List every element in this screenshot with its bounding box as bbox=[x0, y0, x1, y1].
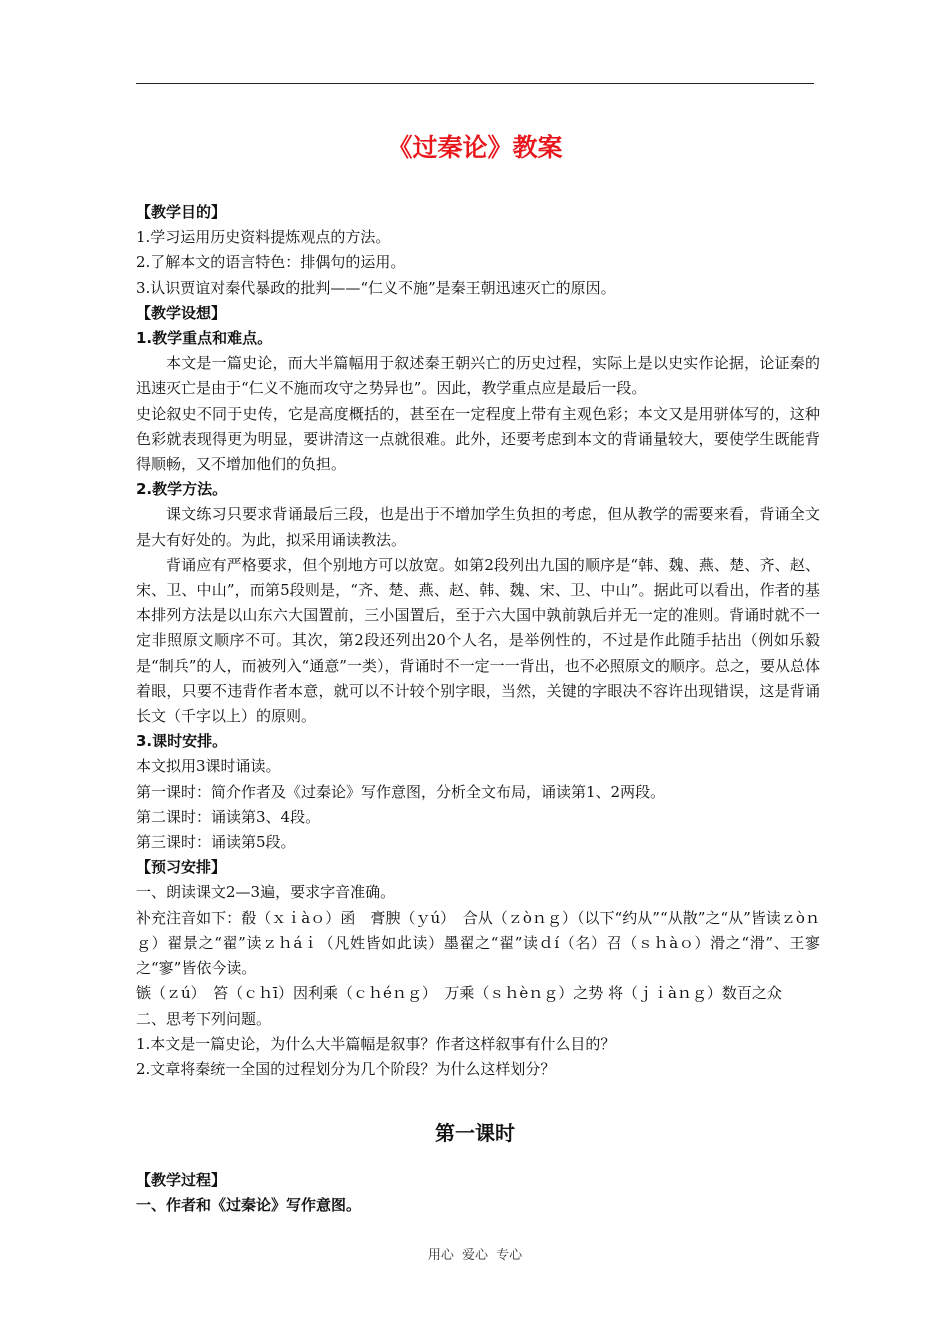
process-section bbox=[136, 1168, 820, 1218]
lesson-title: 第一课时 bbox=[435, 1121, 515, 1145]
design-subheading: 3.课时安排。 bbox=[136, 732, 228, 751]
process-item: 一、作者和《过秦论》写作意图。 bbox=[136, 1196, 362, 1215]
schedule-item: 第二课时：诵读第3、4段。 bbox=[136, 807, 321, 826]
document-body bbox=[136, 200, 820, 1082]
question-item: 2.文章将秦统一全国的过程划分为几个阶段？为什么这样划分？ bbox=[136, 1059, 556, 1078]
preview-item: 二、思考下列问题。 bbox=[136, 1009, 272, 1028]
paragraph: 本文是一篇史论，而大半篇幅用于叙述秦王朝兴亡的历史过程，实际上是以史实作论据，论证秦的迅速灭亡是由于“仁义不施而攻守之势异也”。因此，教学重点应是最后一段。 bbox=[136, 354, 820, 398]
header-rule bbox=[136, 83, 814, 84]
schedule-item: 第三课时：诵读第5段。 bbox=[136, 833, 296, 852]
design-heading: 【教学设想】 bbox=[136, 303, 227, 322]
paragraph: 史论叙史不同于史传，它是高度概括的，甚至在一定程度上带有主观色彩；本文又是用骈体写的，这种色彩就表现得更为明显，要讲清这一点就很难。此外，还要考虑到本文的背诵量较大，要使学生既能背得顺畅，又不增加他们的负担。 bbox=[136, 404, 820, 474]
process-heading: 【教学过程】 bbox=[136, 1171, 227, 1189]
schedule-item: 第一课时：简介作者及《过秦论》写作意图，分析全文布局，诵读第1、2两段。 bbox=[136, 782, 666, 801]
schedule-item: 本文拟用3课时诵读。 bbox=[136, 757, 281, 776]
preview-item: 一、朗读课文2—3遍，要求字音准确。 bbox=[136, 883, 396, 902]
question-item: 1.本文是一篇史论，为什么大半篇幅是叙事？作者这样叙事有什么目的？ bbox=[136, 1034, 616, 1053]
goal-item: 3.认识贾谊对秦代暴政的批判——“仁义不施”是秦王朝迅速灭亡的原因。 bbox=[136, 278, 616, 297]
design-subheading: 2.教学方法。 bbox=[136, 480, 228, 499]
document-title: 《过秦论》教案 bbox=[387, 133, 563, 162]
preview-heading: 【预习安排】 bbox=[136, 858, 227, 877]
goals-heading: 【教学目的】 bbox=[136, 203, 227, 221]
paragraph: 背诵应有严格要求，但个别地方可以放宽。如第2段列出九国的顺序是“韩、魏、燕、楚、齐、赵、宋、卫、中山”，而第5段则是，“齐、楚、燕、赵、韩、魏、宋、卫、中山”。据此可以看出，作者的基本排列方法是以山东六大国置前，三小国置后，至于六大国中孰前孰后并无一定的准则。背诵时就不一定非照原文顺序不可。其次，第2段还列出20个人名，是举例性的，不过是作此随手拈出（例如乐毅是“制兵”的人，而被列入“通意”一类），背诵时不一定一一背出，也不必照原文的顺序。总之，要从总体着眼，只要不违背作者本意，就可以不计较个别字眼，当然，关键的字眼决不容许出现错误，这是背诵长文（千字以上）的原则。 bbox=[136, 555, 820, 726]
pinyin-notes: 补充注音如下：殽（ｘｉàｏ）函 膏腴（ｙú） 合从（ｚòｎｇ）（以下“约从”“从散”之“从”皆读ｚòｎｇ）翟景之“翟”读ｚｈáｉ（凡姓皆如此读）墨翟之“翟”读ｄí（名）召（ｓｈàｏ）滑之“滑”、王寥之“寥”皆依今读。 bbox=[136, 908, 820, 978]
design-subheading: 1.教学重点和难点。 bbox=[136, 329, 273, 348]
pinyin-notes: 镞（ｚú） 笞（ｃｈī）因利乘（ｃｈéｎｇ） 万乘（ｓｈèｎｇ）之势 将（ｊｉàｎｇ）数百之众 bbox=[136, 984, 782, 1003]
paragraph: 课文练习只要求背诵最后三段，也是出于不增加学生负担的考虑，但从教学的需要来看，背诵全文是大有好处的。为此，拟采用诵读教法。 bbox=[136, 505, 820, 549]
page-footer: 用心 爱心 专心 bbox=[427, 1248, 523, 1263]
goal-item: 1.学习运用历史资料提炼观点的方法。 bbox=[136, 228, 391, 247]
goal-item: 2.了解本文的语言特色：排偶句的运用。 bbox=[136, 253, 406, 272]
